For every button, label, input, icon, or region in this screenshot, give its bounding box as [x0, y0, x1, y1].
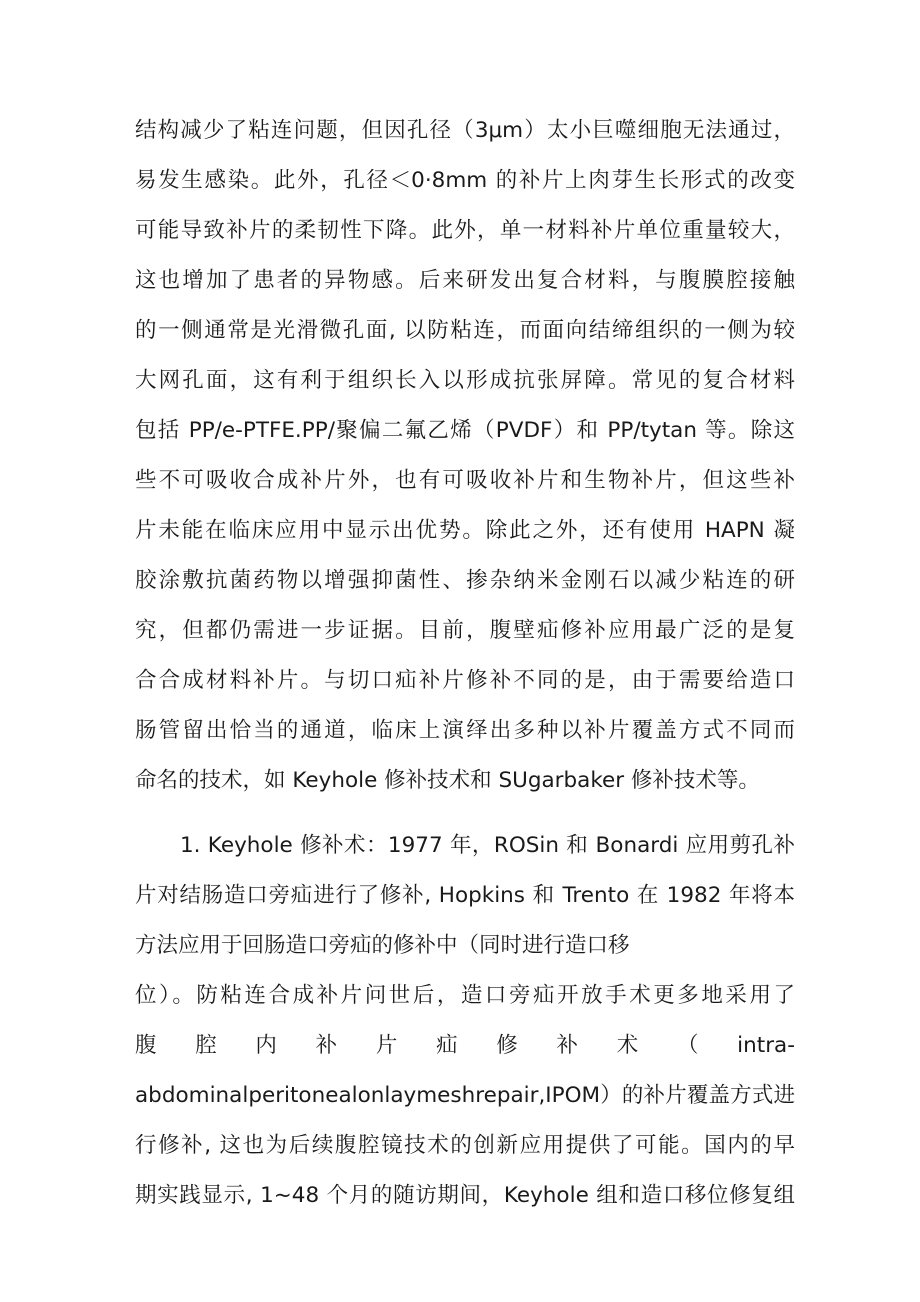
text-line: 合合成材料补片。与切口疝补片修补不同的是，由于需要给造口 [135, 668, 795, 693]
text-line: 腹 腔 内 补 片 疝 修 补 术 （ intra- [135, 1033, 795, 1058]
text-line: 结构减少了粘连问题，但因孔径（3μm）太小巨噬细胞无法通过， [135, 118, 795, 143]
text-line: 究，但都仍需进一步证据。目前，腹壁疝修补应用最广泛的是复 [135, 618, 795, 643]
text-line: 1. Keyhole 修补术：1977 年，ROSin 和 Bonardi 应用剪孔补 [180, 833, 795, 858]
text-line: 片未能在临床应用中显示出优势。除此之外，还有使用 HAPN 凝 [135, 518, 795, 543]
text-line: 大网孔面，这有利于组织长入以形成抗张屏障。常见的复合材料 [135, 368, 795, 393]
text-line: 肠管留出恰当的通道，临床上演绎出多种以补片覆盖方式不同而 [135, 718, 795, 743]
text-line: 包括 PP/e-PTFE.PP/聚偏二氟乙烯（PVDF）和 PP/tytan 等。除这 [135, 418, 795, 443]
text-line: 易发生感染。此外，孔径＜0·8mm 的补片上肉芽生长形式的改变 [135, 168, 795, 193]
text-line: 片对结肠造口旁疝进行了修补, Hopkins 和 Trento 在 1982 年将本 [135, 883, 795, 908]
text-line: 命名的技术，如 Keyhole 修补技术和 SUgarbaker 修补技术等。 [135, 768, 760, 793]
text-line: 方法应用于回肠造口旁疝的修补中（同时进行造口移 [135, 933, 630, 958]
text-line: 行修补, 这也为后续腹腔镜技术的创新应用提供了可能。国内的早 [135, 1133, 795, 1158]
text-line: 的一侧通常是光滑微孔面, 以防粘连，而面向结缔组织的一侧为较 [135, 318, 795, 343]
text-line: 胶涂敷抗菌药物以增强抑菌性、掺杂纳米金刚石以减少粘连的研 [135, 568, 795, 593]
text-line: 可能导致补片的柔韧性下降。此外，单一材料补片单位重量较大， [135, 218, 795, 243]
text-line: 这也增加了患者的异物感。后来研发出复合材料，与腹膜腔接触 [135, 268, 795, 293]
text-line: 期实践显示, 1~48 个月的随访期间，Keyhole 组和造口移位修复组 [135, 1183, 795, 1208]
text-line: 位）。防粘连合成补片问世后，造口旁疝开放手术更多地采用了 [135, 983, 795, 1008]
text-line: abdominalperitonealonlaymeshrepair,IPOM）的补片覆盖方式进 [135, 1083, 795, 1108]
text-line: 些不可吸收合成补片外，也有可吸收补片和生物补片，但这些补 [135, 468, 795, 493]
